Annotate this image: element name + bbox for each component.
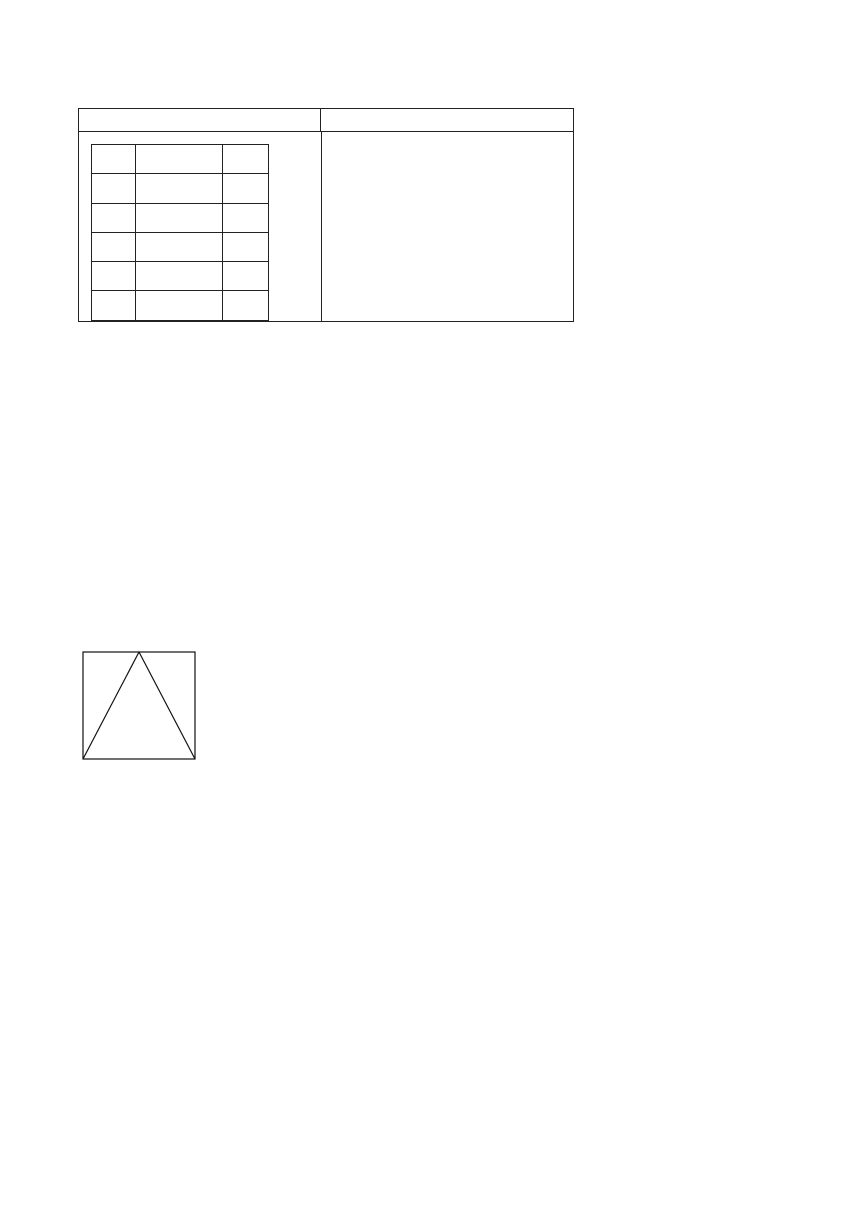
cell-group (92, 203, 136, 232)
cell-frequency (223, 174, 269, 203)
cell-group (92, 232, 136, 261)
pie-chart (380, 160, 520, 300)
rectangle-abcd-figure (70, 630, 220, 770)
frequency-table (91, 144, 269, 321)
cell-frequency (223, 291, 269, 320)
cell-range (136, 203, 223, 232)
table-row (92, 174, 269, 203)
table-row (92, 203, 269, 232)
rectangle-abcd (83, 652, 195, 759)
table-title (78, 108, 321, 132)
cell-range (136, 291, 223, 320)
figure-divider (321, 132, 322, 322)
cell-frequency (223, 203, 269, 232)
table-row (92, 291, 269, 320)
cell-frequency (223, 232, 269, 261)
header-time (136, 145, 223, 174)
header-group (92, 145, 136, 174)
segment-eb (83, 652, 139, 759)
segment-ec (139, 652, 195, 759)
cell-group (92, 291, 136, 320)
cell-group (92, 262, 136, 291)
cell-group (92, 174, 136, 203)
pie-chart-title (321, 108, 574, 132)
table-header-row (92, 145, 269, 174)
table-row (92, 232, 269, 261)
cell-range (136, 262, 223, 291)
header-frequency (223, 145, 269, 174)
cell-frequency (223, 262, 269, 291)
cell-range (136, 232, 223, 261)
cell-range (136, 174, 223, 203)
table-row (92, 262, 269, 291)
